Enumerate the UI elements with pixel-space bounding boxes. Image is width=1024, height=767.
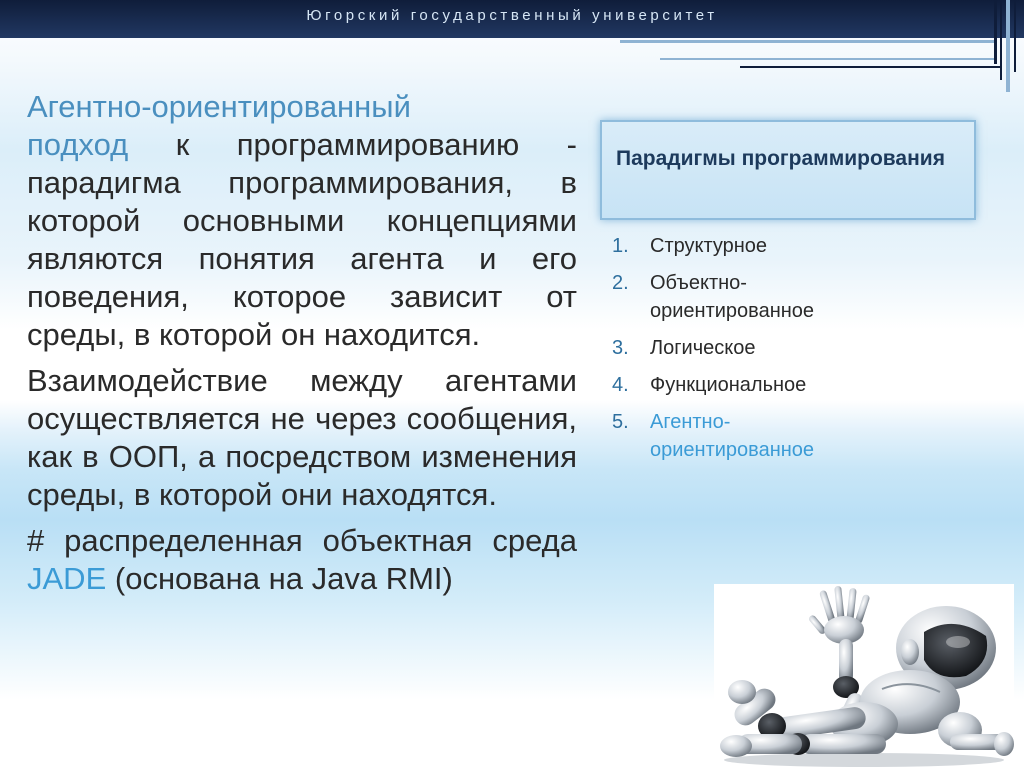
list-item — [612, 334, 992, 362]
header-stripe — [620, 40, 994, 43]
list-label: Логическое — [650, 337, 756, 359]
list-number: 3. — [612, 337, 629, 359]
header-stripe — [1006, 0, 1010, 92]
list-label: Функциональное — [650, 374, 807, 396]
list-number: 2. — [612, 272, 629, 294]
definition-text: к программированию - парадигма программирования, в которой основными концепциями являются понятия агента и его поведения, которое зависит от среды, в которой он находится. — [27, 127, 577, 352]
main-text — [27, 88, 577, 606]
list-item — [612, 408, 890, 464]
list-number: 1. — [612, 235, 629, 257]
jade-prefix: # распределенная объектная среда — [27, 523, 577, 558]
header-stripe — [1000, 0, 1002, 80]
paragraph-jade — [27, 522, 577, 598]
list-number: 5. — [612, 411, 629, 433]
list-number: 4. — [612, 374, 629, 396]
list-item — [612, 269, 890, 325]
jade-suffix: (основана на Java RMI) — [114, 561, 453, 596]
term-accent-word: подход — [27, 127, 129, 162]
robot-illustration-icon — [714, 584, 1014, 767]
paragraph-interaction: Взаимодействие между агентами осуществляется не через сообщения, как в ООП, а посредством изменения среды, в которой они находятся. — [27, 363, 577, 512]
term-accent: Агентно-ориентированный — [27, 89, 411, 124]
list-label: Объектно-ориентированное — [650, 272, 815, 322]
header-stripe — [740, 66, 1000, 68]
list-label: Структурное — [650, 235, 768, 257]
header-title: Югорский государственный университет — [306, 7, 718, 24]
header-stripe — [1014, 0, 1016, 72]
jade-term: JADE — [27, 561, 107, 596]
list-label: Агентно-ориентированное — [650, 411, 815, 461]
paradigms-title-box — [600, 120, 976, 220]
paragraph-definition — [27, 88, 577, 354]
header-stripe — [994, 0, 997, 64]
list-item — [612, 232, 992, 260]
list-item — [612, 371, 992, 399]
header-stripe — [660, 58, 994, 60]
paradigms-list — [612, 232, 992, 473]
paradigms-title: Парадигмы программирования — [616, 147, 945, 170]
